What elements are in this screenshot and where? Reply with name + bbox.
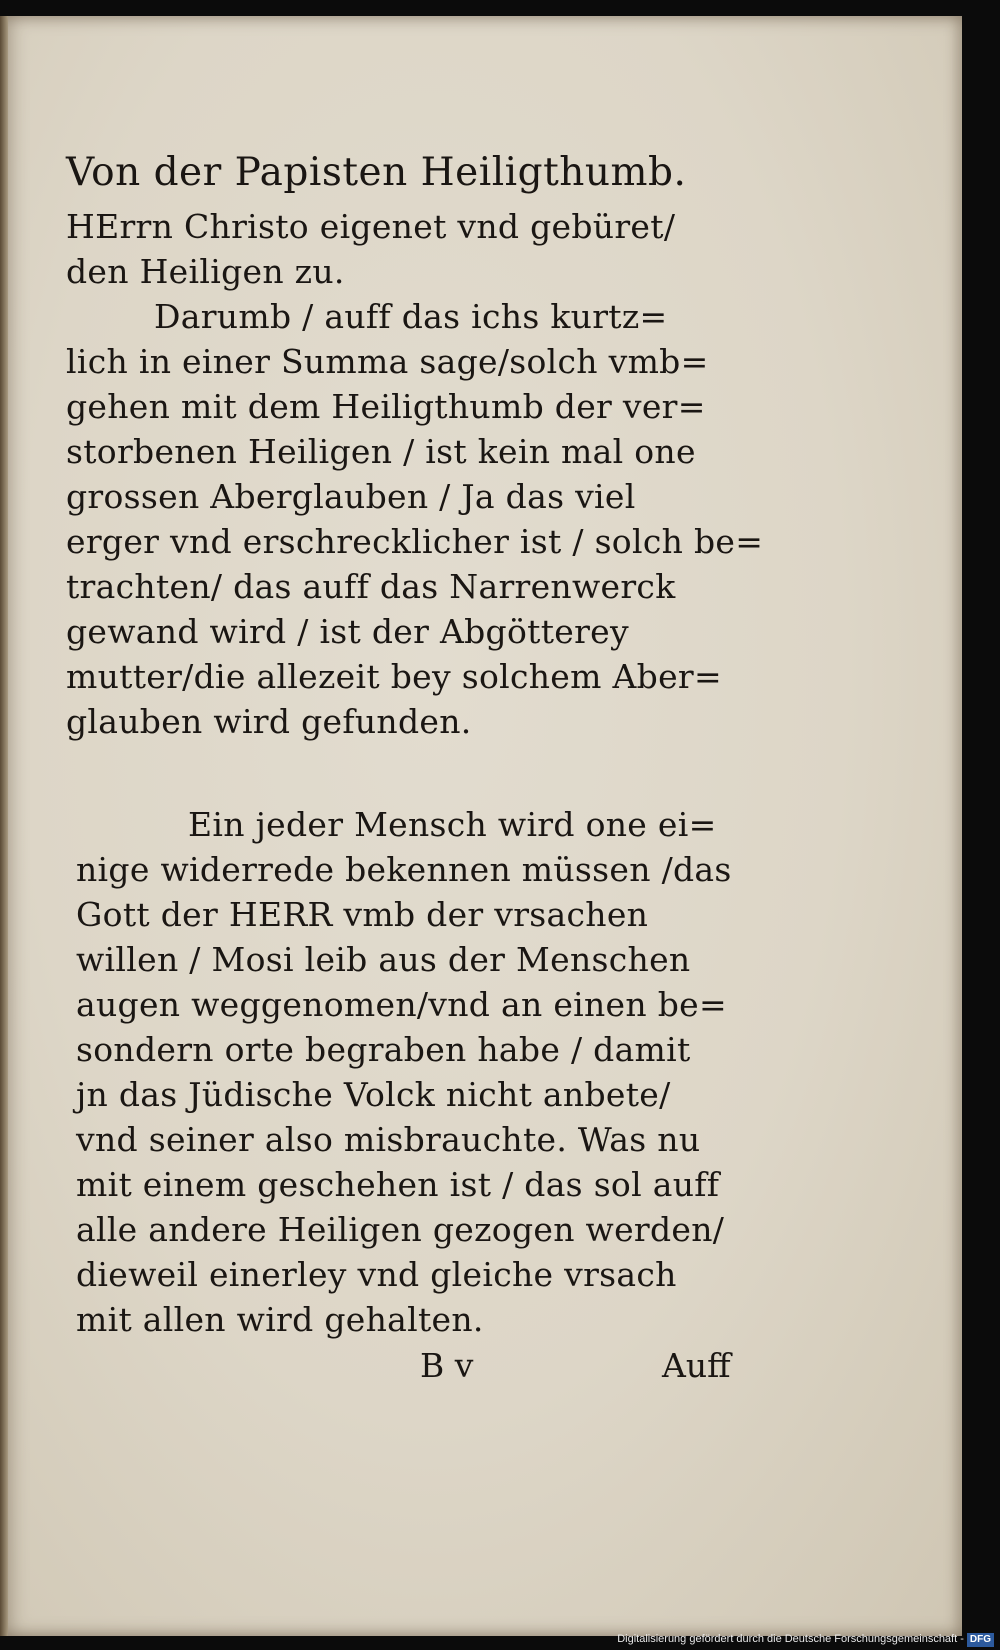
catchword: Auff xyxy=(662,1346,731,1385)
text-line: glauben wird gefunden. xyxy=(66,702,472,741)
page-text xyxy=(66,146,766,1342)
page-binding-edge xyxy=(0,16,8,1636)
text-line: trachten/ das auff das Narrenwerck xyxy=(66,567,676,606)
text-line: Ein jeder Mensch wird one ei= xyxy=(188,805,717,844)
digitization-credit xyxy=(617,1630,994,1648)
running-head: Von der Papisten Heiligthumb. xyxy=(66,150,687,195)
text-line: grossen Aberglauben / Ja das viel xyxy=(66,477,636,516)
paragraph-gap xyxy=(66,744,766,802)
text-line: dieweil einerley vnd gleiche vrsach xyxy=(76,1255,677,1294)
text-line: mit allen wird gehalten. xyxy=(76,1300,484,1339)
paragraph-1 xyxy=(66,204,766,294)
text-line: Gott der HERR vmb der vrsachen xyxy=(76,895,649,934)
dfg-logo: DFG xyxy=(967,1633,994,1647)
text-line: sondern orte begraben habe / damit xyxy=(76,1030,691,1069)
paragraph-3 xyxy=(66,802,766,1342)
text-line: lich in einer Summa sage/solch vmb= xyxy=(66,342,709,381)
text-line: augen weggenomen/vnd an einen be= xyxy=(76,985,727,1024)
signature-mark: B v xyxy=(420,1346,474,1385)
text-line: HErrn Christo eigenet vnd gebüret/ xyxy=(66,207,676,246)
paragraph-2 xyxy=(66,294,766,744)
text-line: vnd seiner also misbrauchte. Was nu xyxy=(76,1120,701,1159)
text-line: mit einem geschehen ist / das sol auff xyxy=(76,1165,720,1204)
text-line: gewand wird / ist der Abgötterey xyxy=(66,612,629,651)
text-line: den Heiligen zu. xyxy=(66,252,345,291)
text-line: willen / Mosi leib aus der Menschen xyxy=(76,940,691,979)
text-line: jn das Jüdische Volck nicht anbete/ xyxy=(76,1075,671,1114)
text-line: gehen mit dem Heiligthumb der ver= xyxy=(66,387,706,426)
text-line: storbenen Heiligen / ist kein mal one xyxy=(66,432,696,471)
credit-text: Digitalisierung gefördert durch die Deutsche Forschungsgemeinschaft - xyxy=(617,1633,964,1645)
text-line: alle andere Heiligen gezogen werden/ xyxy=(76,1210,725,1249)
text-line: Darumb / auff das ichs kurtz= xyxy=(154,297,668,336)
text-line: erger vnd erschrecklicher ist / solch be= xyxy=(66,522,764,561)
text-line: nige widerrede bekennen müssen /das xyxy=(76,850,732,889)
book-page xyxy=(0,16,962,1636)
text-line: mutter/die allezeit bey solchem Aber= xyxy=(66,657,722,696)
